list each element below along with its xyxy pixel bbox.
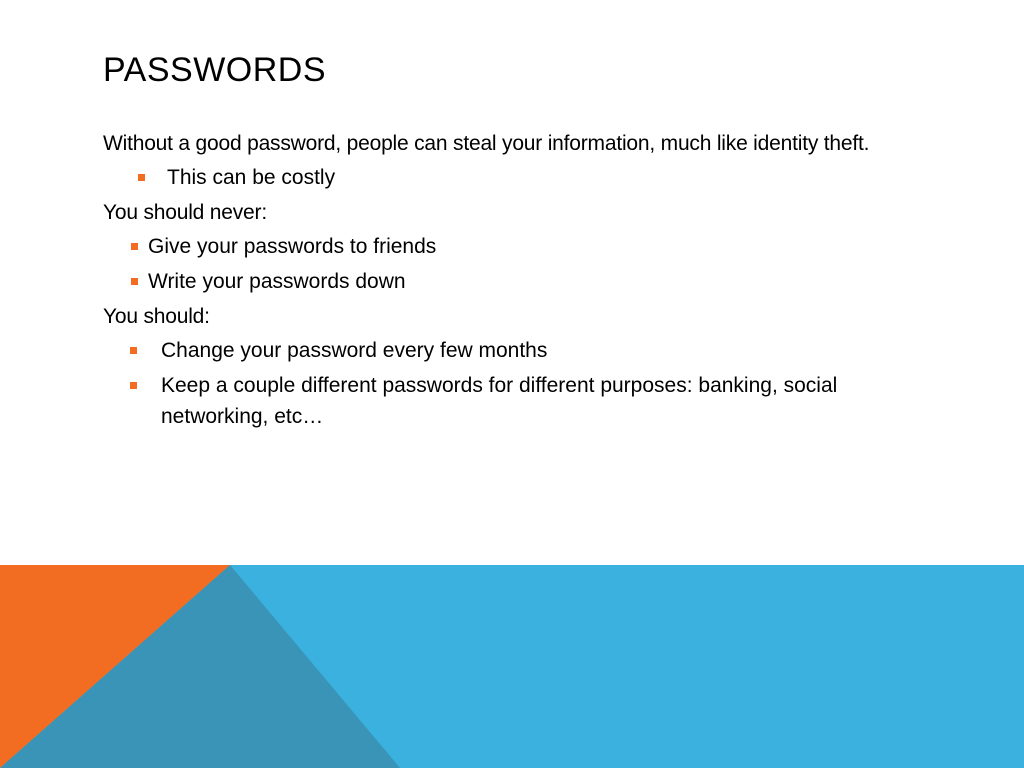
intro-paragraph: Without a good password, people can steal your information, much like identity theft. — [103, 132, 870, 155]
never-heading: You should never: — [103, 201, 267, 224]
square-bullet-icon — [131, 278, 138, 285]
list-item-text: Keep a couple different passwords for different purposes: banking, social networking, etc… — [161, 374, 838, 428]
list-item-text: This can be costly — [167, 166, 336, 189]
should-heading: You should: — [103, 305, 210, 328]
square-bullet-icon — [131, 243, 138, 250]
list-item — [103, 231, 893, 262]
slide-title: PASSWORDS — [103, 51, 327, 89]
square-bullet-icon — [138, 174, 145, 181]
slide-body — [103, 128, 893, 436]
square-bullet-icon — [130, 382, 137, 389]
list-item — [103, 335, 893, 366]
footer-decoration — [0, 565, 1024, 768]
list-item-text: Change your password every few months — [161, 339, 548, 362]
list-item-text: Give your passwords to friends — [148, 235, 437, 258]
list-item — [103, 370, 893, 432]
list-item — [103, 162, 893, 193]
square-bullet-icon — [130, 347, 137, 354]
list-item — [103, 266, 893, 297]
list-item-text: Write your passwords down — [148, 270, 406, 293]
